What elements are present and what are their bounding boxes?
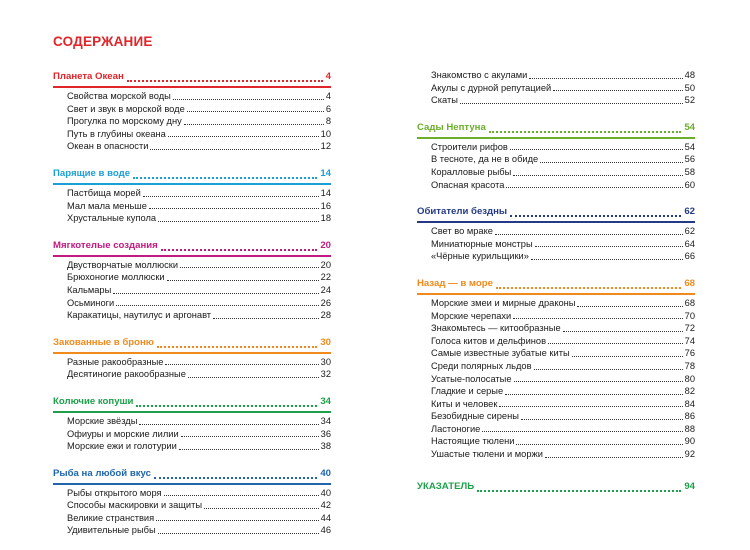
toc-entry[interactable] (53, 187, 331, 200)
entry-page: 46 (320, 525, 331, 536)
dot-leader (204, 508, 319, 509)
dot-leader (577, 306, 682, 307)
index-title: УКАЗАТЕЛЬ (417, 480, 475, 492)
dot-leader (149, 208, 319, 209)
dot-leader (534, 369, 683, 370)
dot-leader (510, 215, 681, 217)
toc-entry[interactable] (417, 94, 695, 107)
toc-entry[interactable] (417, 166, 695, 179)
entry-title: Кальмары (67, 284, 112, 295)
dot-leader (514, 381, 683, 382)
entry-title: Среди полярных льдов (431, 360, 532, 371)
entry-page: 88 (684, 423, 695, 434)
entry-page: 14 (320, 187, 331, 198)
toc-entry[interactable] (417, 225, 695, 238)
entry-page: 18 (320, 213, 331, 224)
entry-page: 16 (320, 200, 331, 211)
entry-title: Брюхоногие моллюски (67, 272, 165, 283)
entry-title: Пастбища морей (67, 187, 141, 198)
entry-page: 84 (684, 398, 695, 409)
toc-entry[interactable] (417, 297, 695, 310)
toc-entry[interactable] (53, 309, 331, 322)
entry-page: 78 (684, 360, 695, 371)
entry-title: Свет во мраке (431, 226, 493, 237)
entry-title: Гладкие и серые (431, 386, 504, 397)
toc-entry[interactable] (53, 284, 331, 297)
entry-page: 22 (320, 272, 331, 283)
entry-title: Знакомство с акулами (431, 70, 528, 80)
toc-entry[interactable] (417, 141, 695, 154)
dot-leader (496, 287, 681, 289)
entry-title: Свет и звук в морской воде (67, 103, 185, 114)
entry-title: Каракатицы, наутилус и аргонавт (67, 310, 212, 321)
entry-title: Двустворчатые моллюски (67, 259, 179, 270)
dot-leader (181, 436, 319, 437)
entry-page: 60 (684, 179, 695, 190)
entry-page: 66 (684, 251, 695, 262)
toc-section-heading[interactable] (53, 69, 331, 88)
dot-leader (540, 162, 682, 163)
toc-entry[interactable] (417, 82, 695, 95)
toc-entry[interactable] (417, 179, 695, 192)
toc-section (53, 69, 331, 153)
entry-title: Опасная красота (431, 179, 505, 190)
toc-entry[interactable] (417, 153, 695, 166)
dot-leader (158, 533, 319, 534)
index-heading[interactable] (417, 479, 695, 496)
section-page: 62 (684, 206, 695, 218)
toc-entry[interactable] (417, 423, 695, 436)
section-title: Сады Нептуна (417, 121, 486, 133)
entry-page: 24 (320, 284, 331, 295)
entry-title: Самые известные зубатые киты (431, 348, 570, 359)
entry-page: 10 (320, 128, 331, 139)
dot-leader (168, 136, 319, 137)
dot-leader (173, 99, 324, 100)
entry-page: 70 (684, 310, 695, 321)
toc-section-heading[interactable] (417, 204, 695, 223)
section-title: Колючие копуши (53, 395, 134, 407)
entry-page: 76 (684, 348, 695, 359)
entry-title: Способы маскировки и защиты (67, 500, 203, 511)
toc-entry[interactable] (417, 310, 695, 323)
toc-entry[interactable] (53, 512, 331, 525)
dot-leader (164, 495, 319, 496)
entry-page: 6 (325, 103, 331, 114)
entry-title: В тесноте, да не в обиде (431, 154, 539, 165)
entry-title: Офиуры и морские лилии (67, 428, 179, 439)
entry-page: 68 (684, 297, 695, 308)
entry-page: 50 (684, 82, 695, 93)
entry-page: 4 (325, 91, 331, 101)
dot-leader (506, 187, 682, 188)
toc-entry[interactable] (417, 435, 695, 448)
entry-page: 80 (684, 373, 695, 384)
entry-title: Осьминоги (67, 297, 115, 308)
toc-entry[interactable] (53, 140, 331, 153)
toc-entry[interactable] (417, 398, 695, 411)
entry-page: 58 (684, 166, 695, 177)
entry-title: «Чёрные курильщики» (431, 251, 529, 262)
toc-section-heading[interactable] (53, 238, 331, 257)
toc-entry[interactable] (53, 128, 331, 141)
entry-title: Мал мала меньше (67, 200, 147, 211)
toc-entry[interactable] (417, 238, 695, 251)
entry-title: Великие странствия (67, 512, 155, 523)
toc-entry[interactable] (417, 347, 695, 360)
entry-page: 74 (684, 335, 695, 346)
section-page: 30 (320, 336, 331, 348)
toc-continued-section (417, 69, 695, 107)
toc-left-column (53, 69, 331, 550)
entry-title: Усатые-полосатые (431, 373, 512, 384)
entry-page: 20 (320, 259, 331, 270)
toc-section (53, 394, 331, 453)
section-page: 68 (684, 277, 695, 289)
entry-page: 82 (684, 386, 695, 397)
entry-title: Голоса китов и дельфинов (431, 335, 547, 346)
entry-title: Знакомьтесь — китообразные (431, 323, 561, 334)
entry-title: Коралловые рыбы (431, 166, 512, 177)
dot-leader (116, 305, 318, 306)
dot-leader (158, 221, 319, 222)
toc-entry[interactable] (417, 250, 695, 263)
entry-page: 28 (320, 310, 331, 321)
entry-page: 44 (320, 512, 331, 523)
dot-leader (187, 111, 324, 112)
section-page: 40 (320, 467, 331, 479)
entry-title: Океан в опасности (67, 141, 149, 152)
dot-leader (184, 124, 324, 125)
toc-entry[interactable] (53, 440, 331, 453)
dot-leader (553, 90, 682, 91)
entry-title: Морские черепахи (431, 310, 512, 321)
dot-leader (489, 131, 682, 133)
toc-entry[interactable] (53, 200, 331, 213)
dot-leader (113, 293, 318, 294)
toc-entry[interactable] (417, 335, 695, 348)
entry-title: Настоящие тюлени (431, 436, 515, 447)
toc-entry[interactable] (417, 373, 695, 386)
toc-entry[interactable] (417, 448, 695, 461)
toc-entry[interactable] (417, 385, 695, 398)
entry-title: Морские звёзды (67, 415, 138, 426)
dot-leader (213, 318, 319, 319)
page-title: СОДЕРЖАНИЕ (53, 34, 153, 49)
toc-entry[interactable] (53, 115, 331, 128)
entry-title: Миниатюрные монстры (431, 238, 533, 249)
toc-entry[interactable] (53, 212, 331, 225)
entry-page: 8 (325, 116, 331, 127)
entry-page: 36 (320, 428, 331, 439)
entry-page: 64 (684, 238, 695, 249)
entry-title: Скаты (431, 95, 458, 106)
dot-leader (161, 249, 318, 251)
entry-title: Путь в глубины океана (67, 128, 166, 139)
entry-title: Морские змеи и мирные драконы (431, 297, 576, 308)
entry-page: 90 (684, 436, 695, 447)
toc-section (53, 466, 331, 537)
toc-entry[interactable] (417, 410, 695, 423)
dot-leader (499, 406, 682, 407)
toc-entry[interactable] (53, 499, 331, 512)
dot-leader (477, 490, 681, 492)
toc-entry[interactable] (53, 259, 331, 272)
toc-entry[interactable] (53, 428, 331, 441)
section-page: 4 (325, 71, 331, 82)
section-page: 54 (684, 121, 695, 133)
toc-entry[interactable] (53, 524, 331, 537)
entry-page: 54 (684, 141, 695, 152)
toc-entry[interactable] (53, 415, 331, 428)
entry-page: 34 (320, 415, 331, 426)
section-title: Закованные в броню (53, 336, 154, 348)
dot-leader (156, 520, 319, 521)
section-page: 34 (320, 395, 331, 407)
entry-page: 42 (320, 500, 331, 511)
toc-right-column (417, 69, 695, 509)
dot-leader (188, 377, 319, 378)
entry-page: 32 (320, 369, 331, 380)
toc-entry[interactable] (417, 360, 695, 373)
toc-section (417, 120, 695, 191)
dot-leader (529, 78, 682, 79)
toc-entry[interactable] (53, 356, 331, 369)
entry-title: Ластоногие (431, 423, 481, 434)
toc-section (417, 204, 695, 263)
entry-title: Строители рифов (431, 141, 508, 152)
entry-page: 56 (684, 154, 695, 165)
entry-page: 38 (320, 441, 331, 452)
dot-leader (513, 175, 682, 176)
toc-index-section (417, 479, 695, 496)
section-page: 14 (320, 167, 331, 179)
toc-entry[interactable] (53, 271, 331, 284)
dot-leader (521, 419, 683, 420)
entry-title: Киты и человек (431, 398, 498, 409)
entry-page: 72 (684, 323, 695, 334)
toc-entry[interactable] (53, 90, 331, 103)
toc-entry[interactable] (417, 322, 695, 335)
section-title: Мягкотелые создания (53, 239, 158, 251)
entry-title: Морские ежи и голотурии (67, 441, 177, 452)
toc-entry[interactable] (53, 103, 331, 116)
entry-title: Разные ракообразные (67, 356, 164, 367)
entry-title: Свойства морской воды (67, 91, 171, 101)
section-title: Планета Океан (53, 71, 124, 82)
dot-leader (505, 394, 682, 395)
toc-section-heading[interactable] (53, 335, 331, 354)
dot-leader (167, 280, 319, 281)
dot-leader (133, 177, 317, 179)
toc-entry[interactable] (417, 69, 695, 82)
dot-leader (495, 234, 683, 235)
section-title: Обитатели бездны (417, 206, 508, 218)
toc-section (53, 335, 331, 381)
index-page: 94 (684, 480, 695, 492)
toc-section-heading[interactable] (417, 120, 695, 139)
dot-leader (165, 364, 318, 365)
dot-leader (516, 444, 682, 445)
dot-leader (157, 346, 317, 348)
toc-section-heading[interactable] (53, 466, 331, 485)
toc-entry[interactable] (53, 487, 331, 500)
dot-leader (563, 331, 683, 332)
dot-leader (180, 267, 319, 268)
entry-title: Десятиногие ракообразные (67, 369, 186, 380)
dot-leader (482, 431, 682, 432)
entry-title: Хрустальные купола (67, 213, 157, 224)
toc-section-heading[interactable] (417, 276, 695, 295)
entry-page: 86 (684, 411, 695, 422)
entry-page: 30 (320, 356, 331, 367)
entry-page: 92 (684, 449, 695, 460)
entry-page: 62 (684, 226, 695, 237)
entry-title: Рыбы открытого моря (67, 487, 162, 498)
dot-leader (531, 259, 683, 260)
dot-leader (154, 477, 317, 479)
dot-leader (572, 356, 683, 357)
dot-leader (545, 457, 683, 458)
entry-title: Ушастые тюлени и моржи (431, 449, 543, 460)
toc-entry[interactable] (53, 297, 331, 310)
entry-title: Удивительные рыбы (67, 525, 156, 536)
entry-title: Безобидные сирены (431, 411, 519, 422)
entry-title: Акулы с дурной репутацией (431, 82, 552, 93)
entry-title: Прогулка по морскому дну (67, 116, 182, 127)
toc-section (417, 276, 695, 461)
toc-section (53, 238, 331, 322)
dot-leader (513, 318, 682, 319)
dot-leader (548, 343, 683, 344)
entry-page: 12 (320, 141, 331, 152)
dot-leader (535, 246, 683, 247)
dot-leader (510, 149, 683, 150)
toc-section (53, 166, 331, 225)
dot-leader (460, 103, 683, 104)
dot-leader (127, 80, 323, 82)
section-title: Назад — в море (417, 277, 493, 289)
entry-page: 26 (320, 297, 331, 308)
toc-section-heading[interactable] (53, 394, 331, 413)
dot-leader (150, 149, 318, 150)
dot-leader (139, 424, 318, 425)
dot-leader (136, 405, 317, 407)
section-title: Рыба на любой вкус (53, 467, 151, 479)
entry-page: 40 (320, 487, 331, 498)
section-page: 20 (320, 239, 331, 251)
dot-leader (143, 196, 319, 197)
toc-entry[interactable] (53, 368, 331, 381)
toc-section-heading[interactable] (53, 166, 331, 185)
dot-leader (179, 449, 319, 450)
section-title: Парящие в воде (53, 167, 131, 179)
entry-page: 48 (684, 70, 695, 80)
entry-page: 52 (684, 95, 695, 106)
